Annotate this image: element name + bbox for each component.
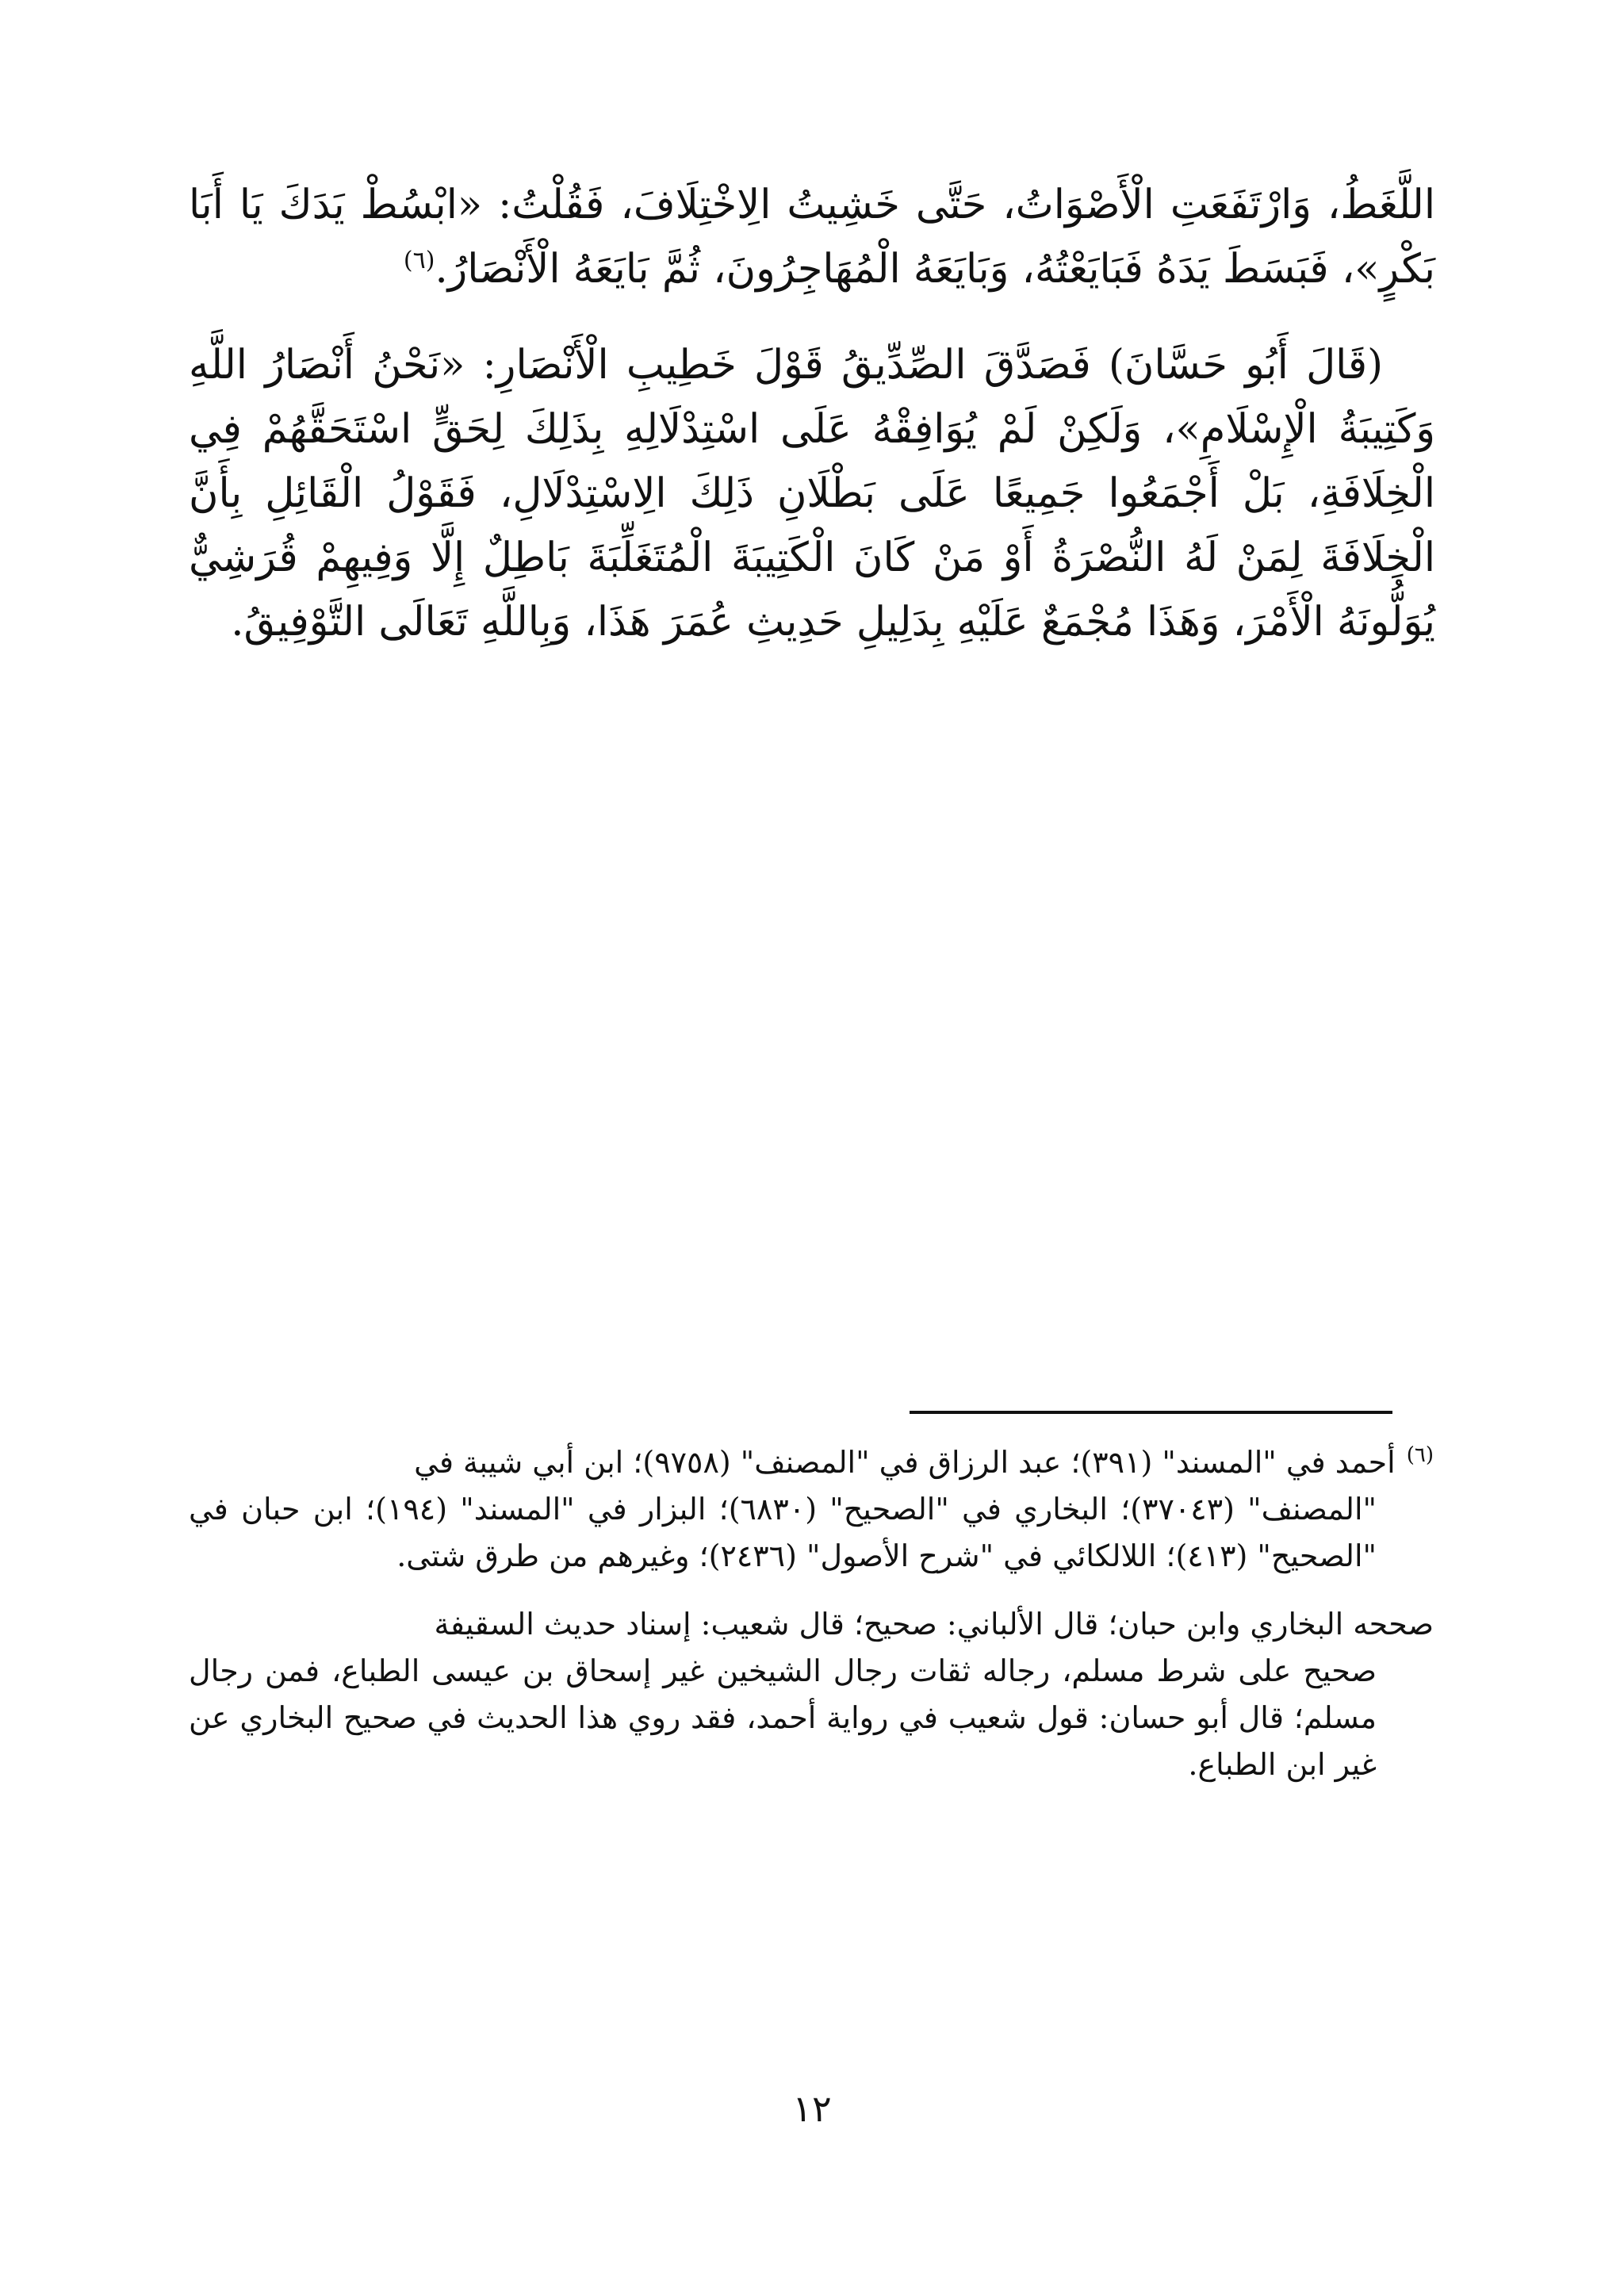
footnote-number: (٦) — [1406, 1443, 1434, 1468]
main-text-block — [189, 173, 1435, 654]
footnote-1-line-1-text: أحمد في "المسند" (٣٩١)؛ عبد الرزاق في "المصنف" (٩٧٥٨)؛ ابن أبي شيبة في — [414, 1445, 1396, 1480]
body-paragraph-1 — [189, 173, 1435, 301]
body-paragraph-2: (قَالَ أَبُو حَسَّانَ) فَصَدَّقَ الصِّدِّيقُ قَوْلَ خَطِيبِ الْأَنْصَارِ: «نَحْنُ أَنْصَارُ اللَّهِ وَكَتِيبَةُ الْإِسْلَامِ»، وَلَكِنْ لَمْ يُوَافِقْهُ عَلَى اسْتِدْلَالِهِ بِذَلِكَ لِحَقٍّ اسْتَحَقَّهُمْ فِي الْخِلَافَةِ، بَلْ أَجْمَعُوا جَمِيعًا عَلَى بَطْلَانِ ذَلِكَ الِاسْتِدْلَالِ، فَقَوْلُ الْقَائِلِ بِأَنَّ الْخِلَافَةَ لِمَنْ لَهُ النُّصْرَةُ أَوْ مَنْ كَانَ الْكَتِيبَةَ الْمُتَغَلِّبَةَ بَاطِلٌ إِلَّا وَفِيهِمْ قُرَشِيٌّ يُوَلُّونَهُ الْأَمْرَ، وَهَذَا مُجْمَعٌ عَلَيْهِ بِدَلِيلِ حَدِيثِ عُمَرَ هَذَا، وَبِاللَّهِ تَعَالَى التَّوْفِيقُ. — [189, 342, 1435, 646]
body-paragraph-1-text: اللَّغَطُ، وَارْتَفَعَتِ الْأَصْوَاتُ، حَتَّى خَشِيتُ الِاخْتِلَافَ، فَقُلْتُ: «ابْسُطْ يَدَكَ يَا أَبَا بَكْرٍ»، فَبَسَطَ يَدَهُ فَبَايَعْتُهُ، وَبَايَعَهُ الْمُهَاجِرُونَ، ثُمَّ بَايَعَهُ الْأَنْصَارُ. — [189, 182, 1435, 293]
footnote-1-continuation: "المصنف" (٣٧٠٤٣)؛ البخاري في "الصحيح" (٦٨٣٠)؛ البزار في "المسند" (١٩٤)؛ ابن حبان في "الصحيح" (٤١٣)؛ اللالكائي في "شرح الأصول" (٢٤٣٦)؛ وغيرهم من طرق شتى. — [189, 1492, 1377, 1573]
footnotes-block — [189, 1439, 1434, 1788]
footnote-2-first-line: صححه البخاري وابن حبان؛ قال الألباني: صحيح؛ قال شعيب: إسناد حديث السقيفة — [434, 1607, 1434, 1642]
footnote-reference: (٦) — [403, 247, 435, 274]
page-number: ١٢ — [792, 2087, 832, 2130]
footnote-1-first-line — [189, 1439, 1434, 1486]
footnote-separator-line — [910, 1411, 1392, 1414]
footnote-2-continuation: صحيح على شرط مسلم، رجاله ثقات رجال الشيخين غير إسحاق بن عيسى الطباع، فمن رجال مسلم؛ قال أبو حسان: قول شعيب في رواية أحمد، فقد روي هذا الحديث في صحيح البخاري عن غير ابن الطباع. — [189, 1653, 1377, 1782]
